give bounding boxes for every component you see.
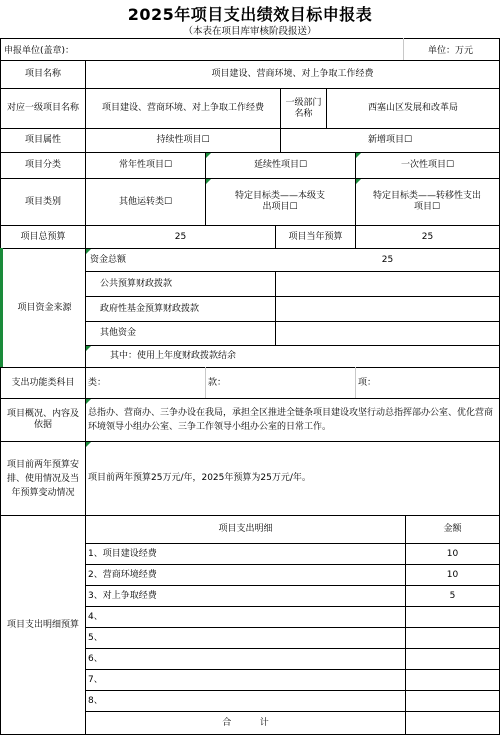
other-fund-label: 其他资金 [100,328,137,338]
detail-item-label: 6、 [88,653,103,664]
continuous-project-checkbox[interactable]: 持续性项目☐ [156,135,210,145]
applicant-unit-label: 申报单位(盖章)： [4,46,75,56]
extended-project-checkbox[interactable]: 延续性项目☐ [253,160,308,170]
previous-budget-label: 项目前两年预算安排、使用情况及当年预算变动情况 [6,459,79,498]
detail-item-amount[interactable]: 10 [446,569,459,580]
total-budget-label: 项目总预算 [20,231,66,242]
fund-total-label: 资金总额 [90,254,127,265]
cell-marker [356,179,361,184]
cell-marker [0,248,3,367]
public-budget-label: 公共预算财政拨款 [100,278,173,289]
detail-item-amount[interactable] [406,649,499,669]
detail-total-label: 合 计 [222,717,269,728]
detail-item-amount[interactable] [406,670,499,690]
other-operation-checkbox[interactable]: 其他运转类☐ [118,196,173,207]
overview-text[interactable]: 总指办、营商办、三争办设在我局，承担全区推进全链条项目建设攻坚行动总指挥部办公室、优化营商环境领导小组办公室、三争工作领导小组办公室的日常工作。 [88,408,494,432]
project-attribute-label: 项目属性 [24,135,61,145]
gov-fund-label: 政府性基金预算财政拨款 [100,303,200,314]
public-budget-value[interactable] [276,272,499,296]
report-title: 2025年项目支出绩效目标申报表 [127,5,373,24]
detail-item-label: 4、 [88,611,103,622]
detail-header: 项目支出明细 [218,524,273,534]
detail-item-label: 3、对上争取经费 [88,590,157,601]
grid-line [205,178,206,225]
detail-item-label: 1、项目建设经费 [88,548,157,559]
detail-item-amount[interactable] [406,607,499,627]
grid-line [403,38,404,60]
special-local-checkbox[interactable]: 特定目标类——本级支出项目☐ [234,191,325,212]
project-type-label: 项目类别 [24,196,61,207]
currency-unit-label: 单位：万元 [428,46,474,56]
first-level-project-value[interactable]: 项目建设、营商环境、对上争取工作经费 [101,103,264,113]
special-transfer-checkbox[interactable]: 特定目标类——转移性支出项目☐ [373,191,482,212]
function-subject-label: 支出功能类科目 [11,377,75,388]
report-subtitle: （本表在项目库审核阶段报送） [183,26,317,37]
previous-budget-text[interactable]: 项目前两年预算25万元/年，2025年预算为25万元/年。 [88,473,311,483]
onetime-project-checkbox[interactable]: 一次性项目☐ [400,160,455,170]
detail-item-label: 7、 [88,674,103,685]
project-category-label: 项目分类 [24,160,61,170]
detail-item-label: 5、 [88,632,103,643]
function-xiang-field[interactable]: 项： [358,377,377,388]
gov-fund-value[interactable] [276,297,499,321]
detail-item-amount[interactable]: 5 [449,590,456,601]
detail-item-label: 8、 [88,695,103,706]
fund-source-label: 项目资金来源 [17,302,72,313]
detail-item-amount[interactable] [406,691,499,711]
cell-marker [86,346,91,351]
detail-budget-label: 项目支出明细预算 [6,619,79,630]
detail-item-amount[interactable]: 10 [446,548,459,559]
detail-total-amount[interactable] [406,712,499,734]
cell-marker [206,179,211,184]
detail-item-label: 2、营商环境经费 [88,569,157,580]
first-level-dept-value[interactable]: 西塞山区发展和改革局 [367,103,458,113]
first-level-dept-label: 一级部门名称 [285,97,322,119]
project-name-label: 项目名称 [24,69,61,79]
grid-line [355,178,356,225]
other-fund-value[interactable] [276,322,499,345]
year-budget-label: 项目当年预算 [288,231,343,242]
first-level-project-label: 对应一级项目名称 [6,103,79,113]
new-project-checkbox[interactable]: 新增项目☐ [367,135,413,145]
total-budget-value[interactable]: 25 [174,231,187,242]
detail-item-amount[interactable] [406,628,499,648]
amount-header: 金额 [443,524,462,534]
carryover-label: 其中：使用上年度财政拨款结余 [110,351,237,361]
grid-line [0,734,500,735]
grid-line [0,38,500,39]
function-kuan-field[interactable]: 款： [208,377,227,388]
regular-project-checkbox[interactable]: 常年性项目☐ [118,160,173,170]
fund-total-value[interactable]: 25 [381,254,394,265]
function-class-field[interactable]: 类： [88,377,107,388]
project-name-value[interactable]: 项目建设、营商环境、对上争取工作经费 [211,69,374,79]
overview-label: 项目概况、内容及依据 [6,409,79,430]
year-budget-value[interactable]: 25 [421,231,434,242]
